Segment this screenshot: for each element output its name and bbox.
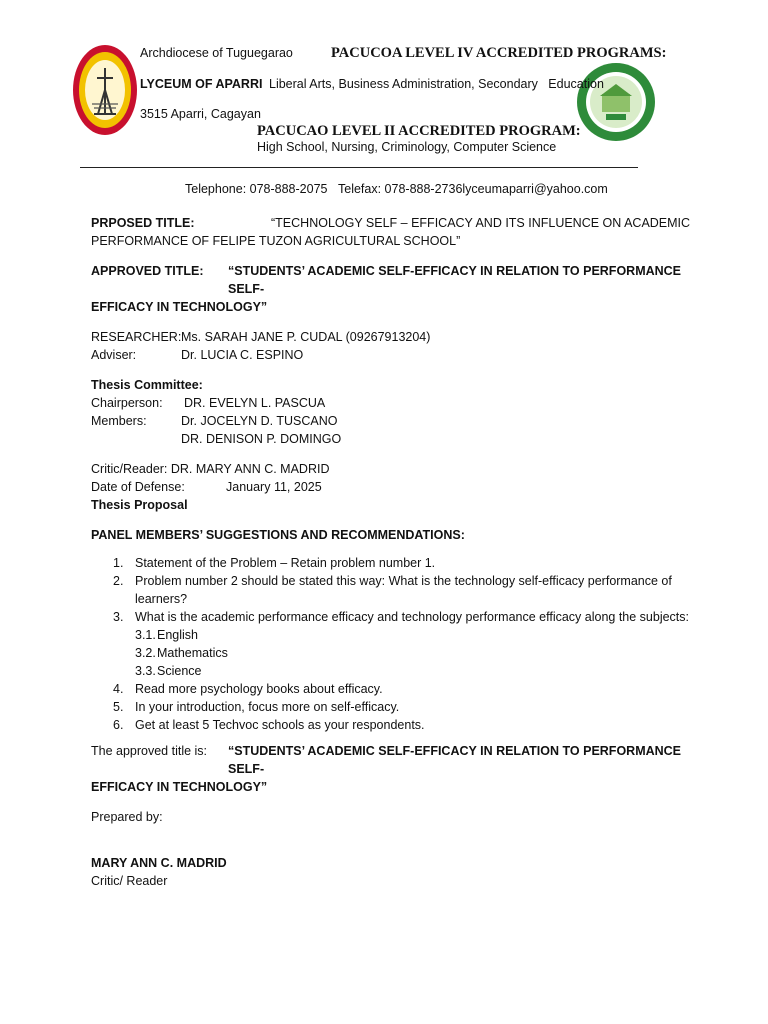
list-item-text: In your introduction, focus more on self-efficacy. [135, 700, 400, 714]
sub-item-text: Mathematics [157, 646, 228, 660]
signer-role: Critic/ Reader [91, 874, 168, 888]
defense-date: January 11, 2025 [226, 480, 322, 494]
sub-item-number: 3.3. [135, 664, 156, 678]
proposed-title-label: PRPOSED TITLE: [91, 216, 195, 230]
list-item-text: Get at least 5 Techvoc schools as your respondents. [135, 718, 425, 732]
researcher-name: Ms. SARAH JANE P. CUDAL (09267913204) [181, 330, 431, 344]
pacucoa-logo [576, 62, 656, 142]
sub-item-text: Science [157, 664, 202, 678]
list-item [91, 572, 691, 608]
list-item-number: 1. [113, 556, 124, 570]
list-item-text: Statement of the Problem – Retain problem number 1. [135, 556, 436, 570]
members-row-2 [91, 430, 691, 448]
document-body [91, 214, 691, 890]
defense-date-label: Date of Defense: [91, 480, 185, 494]
defense-type: Thesis Proposal [91, 498, 188, 512]
list-item-number: 2. [113, 574, 124, 588]
sub-list-item [91, 662, 691, 680]
list-item-number: 6. [113, 718, 124, 732]
list-item [91, 716, 691, 734]
defense-date-row [91, 478, 691, 496]
approved-title-line1: “STUDENTS’ ACADEMIC SELF-EFFICACY IN RELATION TO PERFORMANCE SELF- [228, 264, 682, 296]
member-2-name: DR. DENISON P. DOMINGO [181, 432, 342, 446]
school-name: LYCEUM OF APARRI [140, 77, 263, 91]
list-item [91, 608, 691, 626]
approved-intro: The approved title is: [91, 744, 208, 758]
level2-programs: High School, Nursing, Criminology, Computer Science [257, 140, 557, 154]
suggestions-list [91, 554, 691, 734]
level2-heading: PACUCAO LEVEL II ACCREDITED PROGRAM: [257, 123, 581, 139]
level4-heading: PACUCOA LEVEL IV ACCREDITED PROGRAMS: [331, 45, 667, 61]
proposed-title-row [91, 214, 691, 232]
list-item-number: 5. [113, 700, 124, 714]
proposed-title-line1: “TECHNOLOGY SELF – EFFICACY AND ITS INFLUENCE ON ACADEMIC [271, 216, 691, 230]
list-item-text: Read more psychology books about efficacy. [135, 682, 383, 696]
member-1-name: Dr. JOCELYN D. TUSCANO [181, 414, 338, 428]
adviser-row [91, 346, 691, 364]
adviser-label: Adviser: [91, 348, 137, 362]
proposed-title-line2: PERFORMANCE OF FELIPE TUZON AGRICULTURAL SCHOOL” [91, 234, 461, 248]
sub-list-item [91, 626, 691, 644]
header-divider [80, 167, 638, 168]
approved-restated-line1: “STUDENTS’ ACADEMIC SELF-EFFICACY IN RELATION TO PERFORMANCE SELF- [228, 744, 682, 776]
chairperson-row [91, 394, 691, 412]
members-row [91, 412, 691, 430]
approved-title-row [91, 262, 691, 298]
lyceum-of-aparri-logo [72, 44, 138, 136]
researcher-label: RESEARCHER: [91, 330, 182, 344]
list-item [91, 698, 691, 716]
sub-item-number: 3.1. [135, 628, 156, 642]
list-item-text: Problem number 2 should be stated this way: What is the technology self-efficacy performance of learners? [135, 574, 672, 606]
list-item [91, 554, 691, 572]
approved-restated-line2: EFFICACY IN TECHNOLOGY” [91, 780, 268, 794]
approved-title-label: APPROVED TITLE: [91, 264, 204, 278]
list-item-text: What is the academic performance efficacy and technology performance efficacy along the subjects: [135, 610, 690, 624]
sub-item-number: 3.2. [135, 646, 156, 660]
level4-programs: Liberal Arts, Business Administration, Secondary Education [269, 77, 604, 91]
chairperson-label: Chairperson: [91, 396, 163, 410]
critic-reader: Critic/Reader: DR. MARY ANN C. MADRID [91, 462, 330, 476]
prepared-by: Prepared by: [91, 810, 163, 824]
chairperson-name: DR. EVELYN L. PASCUA [184, 396, 326, 410]
adviser-name: Dr. LUCIA C. ESPINO [181, 348, 304, 362]
school-address: 3515 Aparri, Cagayan [140, 107, 261, 121]
researcher-row [91, 328, 691, 346]
list-item-number: 4. [113, 682, 124, 696]
signer-name: MARY ANN C. MADRID [91, 856, 227, 870]
sub-list-item [91, 644, 691, 662]
approved-title-restated-row [91, 742, 691, 778]
telephone: Telephone: 078-888-2075 [185, 182, 328, 196]
list-item [91, 680, 691, 698]
suggestions-heading: PANEL MEMBERS’ SUGGESTIONS AND RECOMMENDATIONS: [91, 528, 465, 542]
sub-item-text: English [157, 628, 198, 642]
approved-title-line2: EFFICACY IN TECHNOLOGY” [91, 300, 268, 314]
members-label: Members: [91, 414, 147, 428]
telefax-email: Telefax: 078-888-2736lyceumaparri@yahoo.com [338, 182, 608, 196]
diocese-name: Archdiocese of Tuguegarao [140, 46, 293, 60]
committee-heading: Thesis Committee: [91, 378, 203, 392]
list-item-number: 3. [113, 610, 124, 624]
